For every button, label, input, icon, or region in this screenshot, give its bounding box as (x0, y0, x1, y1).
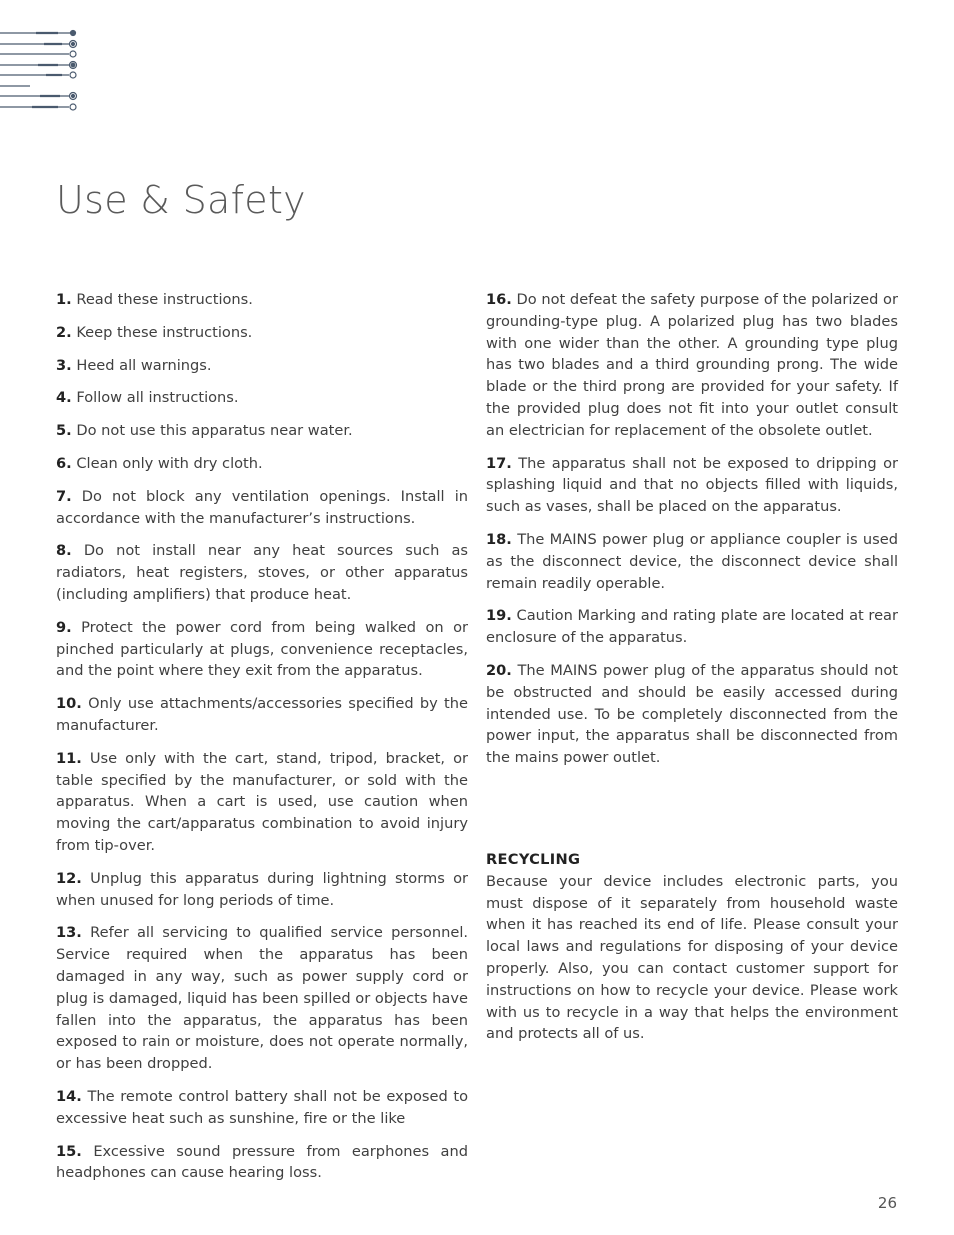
safety-item (56, 540, 468, 605)
safety-item (56, 453, 468, 475)
item-number: 11. (56, 749, 82, 767)
item-number: 10. (56, 695, 82, 713)
safety-item (56, 420, 468, 442)
item-text: The MAINS power plug of the apparatus should not be obstructed and should be easily accessed during intended use. To be completely disconnected from the power input, the apparatus shall be disconnected from the mains power outlet. (486, 661, 899, 767)
safety-item (56, 355, 468, 377)
item-text: The MAINS power plug or appliance coupler is used as the disconnect device, the disconnect device shall remain readily operable. (486, 530, 898, 592)
item-number: 18. (486, 530, 512, 548)
safety-item (56, 693, 468, 737)
item-number: 5. (56, 422, 72, 440)
item-number: 20. (486, 661, 512, 679)
safety-item (486, 453, 898, 518)
safety-item (56, 387, 468, 409)
item-text: Use only with the cart, stand, tripod, bracket, or table specified by the manufacturer, or sold with the apparatus. When a cart is used, use caution when moving the cart/apparatus combination to avoid injury from tip-over. (56, 749, 468, 854)
right-column (486, 289, 898, 1045)
circuit-logo-icon (0, 28, 82, 112)
item-number: 1. (56, 291, 72, 308)
item-text: Do not use this apparatus near water. (76, 422, 353, 440)
item-text: Clean only with dry cloth. (76, 454, 263, 472)
item-number: 13. (56, 924, 82, 942)
item-number: 15. (56, 1142, 82, 1160)
item-number: 9. (56, 618, 72, 636)
item-number: 2. (56, 323, 72, 341)
item-text: Follow all instructions. (76, 389, 239, 407)
item-text: Do not install near any heat sources such as radiators, heat registers, stoves, or other apparatus (including amplifiers) that produce heat. (56, 542, 468, 603)
item-text: The remote control battery shall not be exposed to excessive heat such as sunshine, fire or the like (56, 1087, 468, 1127)
item-text: Only use attachments/accessories specified by the manufacturer. (56, 695, 468, 734)
item-text: Do not block any ventilation openings. Install in accordance with the manufacturer’s instructions. (56, 487, 468, 527)
item-number: 19. (486, 607, 512, 625)
item-text: Do not defeat the safety purpose of the polarized or grounding-type plug. A polarized plug has two blades with one wider than the other. A grounding type plug has two blades and a third grounding prong. The wide blade or the third prong are provided for your safety. If the provided plug does not fit into your outlet consult an electrician for replacement of the obsolete outlet. (486, 291, 898, 439)
safety-item (56, 1086, 468, 1130)
right-items (486, 289, 898, 769)
item-number: 6. (56, 454, 72, 472)
safety-item (56, 617, 468, 682)
safety-item (56, 322, 468, 344)
item-text: Heed all warnings. (76, 356, 212, 374)
safety-item (56, 486, 468, 530)
safety-item (56, 922, 468, 1075)
item-number: 14. (56, 1087, 82, 1105)
item-text: Protect the power cord from being walked on or pinched particularly at plugs, convenience receptacles, and the point where they exit from the apparatus. (56, 618, 469, 680)
safety-item (56, 748, 468, 857)
recycling-heading: RECYCLING (486, 850, 581, 868)
item-text: The apparatus shall not be exposed to dripping or splashing liquid and that no objects filled with liquids, such as vases, shall be placed on the apparatus. (486, 454, 898, 516)
left-column (56, 289, 468, 1195)
item-number: 17. (486, 454, 512, 472)
page-number: 26 (877, 1194, 897, 1212)
recycling-section (486, 849, 898, 1045)
item-text: Unplug this apparatus during lightning storms or when unused for long periods of time. (56, 869, 468, 909)
item-number: 16. (486, 291, 512, 308)
item-text: Read these instructions. (76, 291, 253, 308)
item-text: Refer all servicing to qualified service personnel. Service required when the apparatus has been damaged in any way, such as power supply cord or plug is damaged, liquid has been spilled or objects have fallen into the apparatus, the apparatus has been exposed to rain or moisture, does not operate normally, or has been dropped. (56, 924, 469, 1073)
item-number: 8. (56, 542, 72, 560)
item-number: 12. (56, 869, 82, 887)
safety-item (56, 1141, 468, 1185)
safety-item (486, 289, 898, 442)
item-text: Caution Marking and rating plate are located at rear enclosure of the apparatus. (486, 607, 899, 647)
item-text: Keep these instructions. (76, 323, 253, 341)
page-title: Use & Safety (56, 178, 306, 222)
safety-item (56, 868, 468, 912)
item-text: Excessive sound pressure from earphones and headphones can cause hearing loss. (56, 1142, 468, 1182)
item-number: 3. (56, 356, 72, 374)
item-number: 7. (56, 487, 72, 505)
item-number: 4. (56, 389, 72, 407)
safety-item (56, 289, 468, 311)
recycling-body: Because your device includes electronic parts, you must dispose of it separately from household waste when it has reached its end of life. Please consult your local laws and regulations for disposing of your device properly. Also, you can contact customer support for instructions on how to recycle your device. Please work with us to recycle in a way that helps the environment and protects all of us. (486, 872, 898, 1043)
safety-item (486, 660, 898, 769)
safety-item (486, 529, 898, 594)
safety-item (486, 605, 898, 649)
